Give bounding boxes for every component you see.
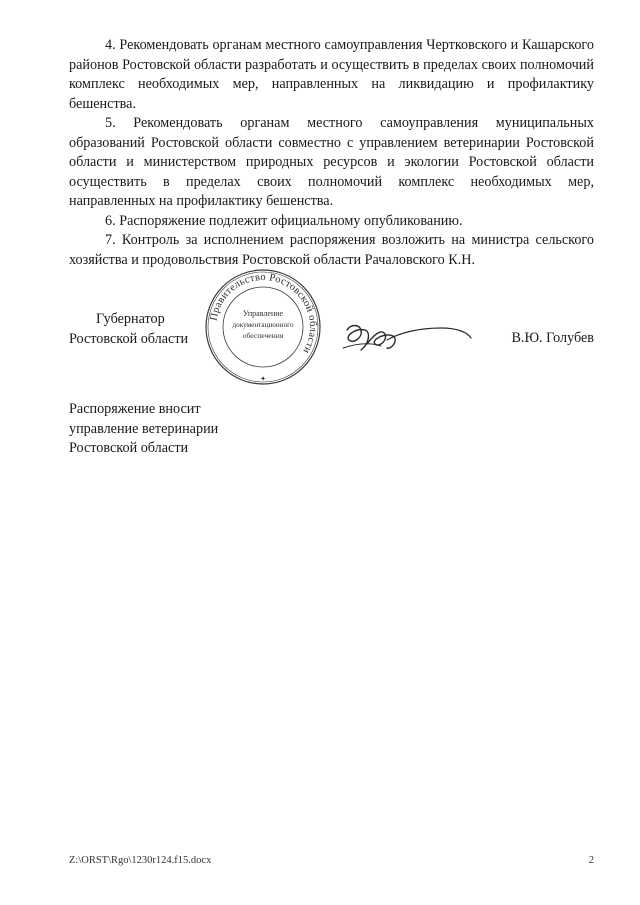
footer-page-number: 2 [588,855,594,866]
svg-text:обеспечения: обеспечения [242,331,284,340]
signer-name: В.Ю. Голубев [511,330,594,346]
signer-title-line-2: Ростовской области [69,330,189,347]
paragraph-item-6: 6. Распоряжение подлежит официальному опубликованию. [105,212,463,229]
handwritten-signature [341,318,476,362]
document-body [69,36,594,270]
submitted-by-line-3: Ростовской области [69,440,189,456]
footer-file-path: Z:\ORST\Rgo\1230r124.f15.docx [69,855,212,866]
paragraph-item-4: 4. Рекомендовать органам местного самоуправления Чертковского и Кашарского районов Ростовской области разработать и осуществить в пределах своих полномочий комплекс необходимых мер, направленных на ликвидацию и профилактику бешенства. [69,37,594,112]
paragraph-item-7: 7. Контроль за исполнением распоряжения возложить на министра сельского хозяйства и продовольствия Ростовской области Рачаловского К.Н. [69,232,594,268]
submitted-by-block [69,400,218,459]
svg-text:документационного: документационного [232,321,294,329]
signature-block [69,268,594,388]
svg-text:Управление: Управление [242,309,284,318]
signer-title-line-1: Губернатор [96,311,165,327]
svg-text:✦: ✦ [260,375,266,383]
signer-title [69,310,188,349]
svg-text:Правительство Ростовской облас: Правительство Ростовской области [208,271,319,356]
submitted-by-line-2: управление ветеринарии [69,420,219,437]
paragraph-item-5: 5. Рекомендовать органам местного самоуправления муниципальных образований Ростовской области совместно с управлением ветеринарии Ростовской области и министерством природных ресурсов и экологии Ростовской области осуществить в пределах своих полномочий комплекс необходимых мер, направленных на профилактику бешенства. [69,115,594,209]
submitted-by-line-1: Распоряжение вносит [69,401,201,417]
official-seal [204,268,322,386]
